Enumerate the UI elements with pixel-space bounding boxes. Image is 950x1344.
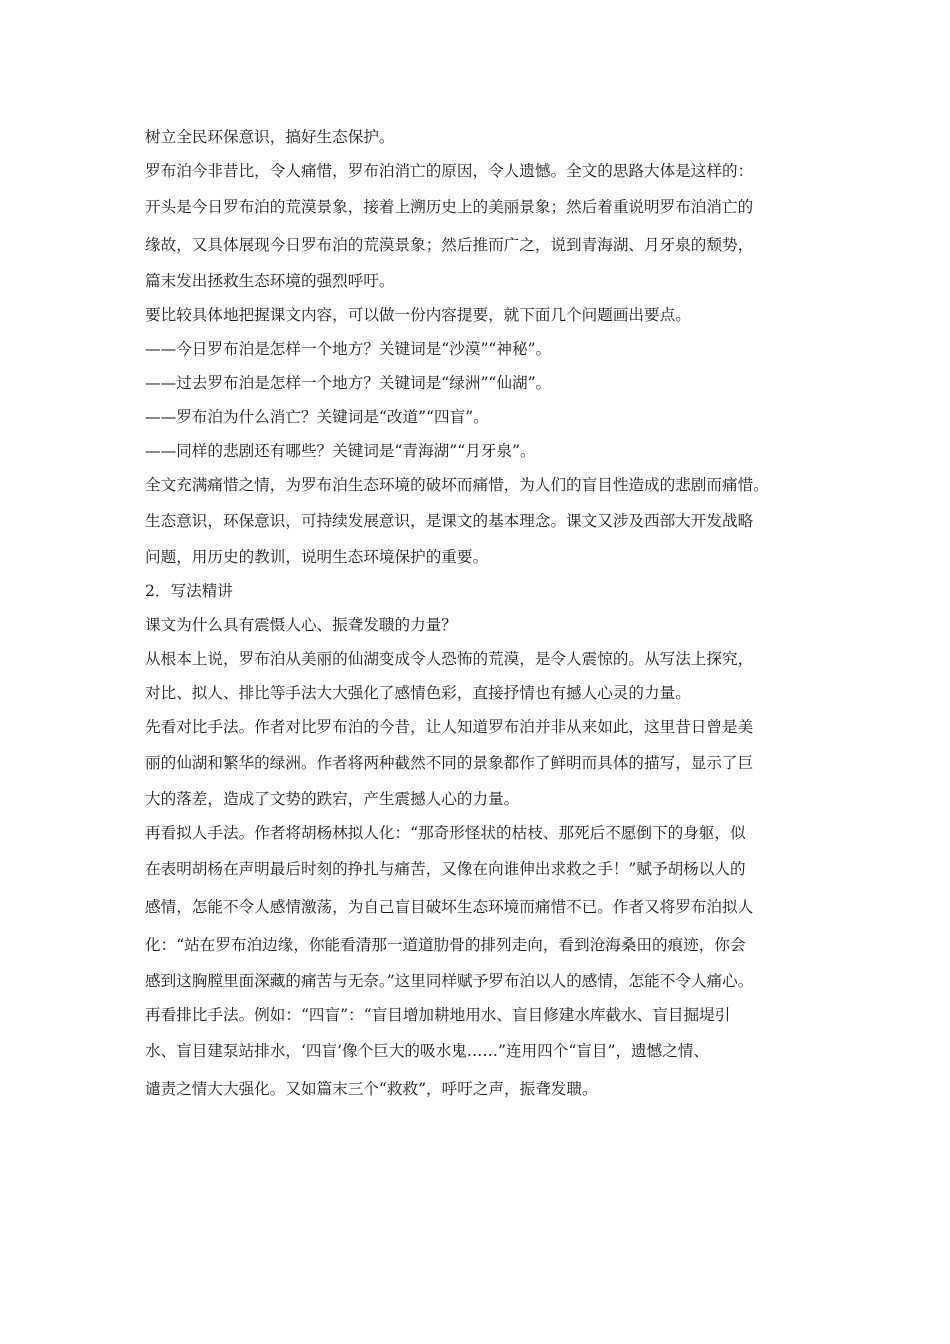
text-line: 再看拟人手法。作者将胡杨林拟人化：“那奇形怪状的枯枝、那死后不愿倒下的身躯，似 xyxy=(145,824,746,842)
text-line: 大的落差，造成了文势的跌宕，产生震撼人心的力量。 xyxy=(145,790,520,808)
text-line: 生态意识，环保意识，可持续发展意识，是课文的基本理念。课文又涉及西部大开发战略 xyxy=(145,512,754,530)
text-line: ——今日罗布泊是怎样一个地方？关键词是“沙漠”“神秘”。 xyxy=(145,340,552,358)
document-body xyxy=(145,120,810,1108)
text-line: 全文充满痛惜之情，为罗布泊生态环境的破坏而痛惜，为人们的盲目性造成的悲剧而痛惜。 xyxy=(145,476,769,494)
text-line: 感情，怎能不令人感情激荡，为自己盲目破坏生态环境而痛惜不已。作者又将罗布泊拟人 xyxy=(145,898,754,916)
text-line: 先看对比手法。作者对比罗布泊的今昔，让人知道罗布泊并非从来如此，这里昔日曾是美 xyxy=(145,718,754,736)
text-line: ——同样的悲剧还有哪些？关键词是“青海湖”“月牙泉”。 xyxy=(145,442,536,460)
text-line: 谴责之情大大强化。又如篇末三个“救救”，呼吁之声，振聋发聩。 xyxy=(145,1080,598,1098)
text-line: 再看排比手法。例如：“四盲”：“盲目增加耕地用水、盲目修建水库截水、盲目掘堤引 xyxy=(145,1006,731,1024)
text-line: ——罗布泊为什么消亡？关键词是“改道”“四盲”。 xyxy=(145,408,489,426)
text-line: 化：“站在罗布泊边缘，你能看清那一道道肋骨的排列走向，看到沧海桑田的痕迹，你会 xyxy=(145,936,746,954)
text-line: 树立全民环保意识，搞好生态保护。 xyxy=(145,128,395,146)
text-line: 对比、拟人、排比等手法大大强化了感情色彩，直接抒情也有撼人心灵的力量。 xyxy=(145,684,691,702)
text-line: 开头是今日罗布泊的荒漠景象，接着上溯历史上的美丽景象；然后着重说明罗布泊消亡的 xyxy=(145,198,754,216)
text-line: 缘故，又具体展现今日罗布泊的荒漠景象；然后推而广之，说到青海湖、月牙泉的颓势， xyxy=(145,236,754,254)
text-line: 要比较具体地把握课文内容，可以做一份内容提要，就下面几个问题画出要点。 xyxy=(145,306,691,324)
text-line: 罗布泊今非昔比，令人痛惜，罗布泊消亡的原因，令人遗憾。全文的思路大体是这样的： xyxy=(145,162,754,180)
text-line: 篇末发出拯救生态环境的强烈呼吁。 xyxy=(145,272,395,290)
text-line: 感到这胸膛里面深藏的痛苦与无奈。”这里同样赋予罗布泊以人的感情，怎能不令人痛心。 xyxy=(145,972,754,990)
text-line: ——过去罗布泊是怎样一个地方？关键词是“绿洲”“仙湖”。 xyxy=(145,374,552,392)
text-line: 问题，用历史的教训，说明生态环境保护的重要。 xyxy=(145,548,489,566)
text-line: 丽的仙湖和繁华的绿洲。作者将两种截然不同的景象都作了鲜明而具体的描写，显示了巨 xyxy=(145,754,754,772)
text-line: 在表明胡杨在声明最后时刻的挣扎与痛苦，又像在向谁伸出求救之手！”赋予胡杨以人的 xyxy=(145,860,746,878)
text-line: 从根本上说，罗布泊从美丽的仙湖变成令人恐怖的荒漠，是令人震惊的。从写法上探究， xyxy=(145,650,754,668)
section-heading: 2．写法精讲 xyxy=(145,582,233,600)
text-line: 水、盲目建泵站排水，‘四盲’像个巨大的吸水鬼……”连用四个“盲目”，遗憾之情、 xyxy=(145,1042,710,1060)
text-line: 课文为什么具有震慑人心、振聋发聩的力量？ xyxy=(145,616,457,634)
